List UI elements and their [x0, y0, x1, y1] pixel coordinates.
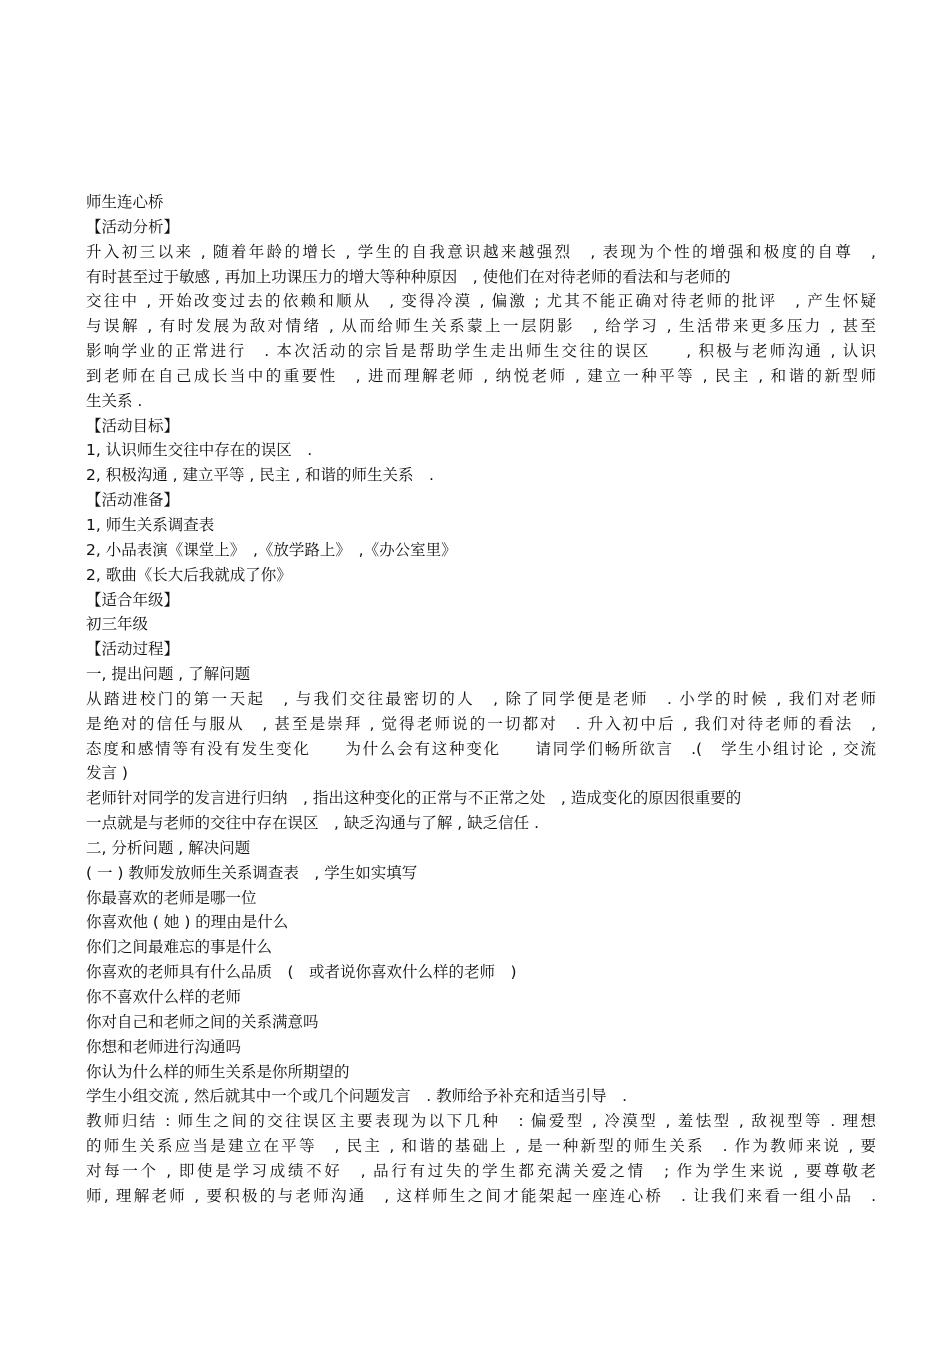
text-line: 【活动分析】: [86, 217, 180, 236]
text-line: 从踏进校门的第一天起 , 与我们交往最密切的人 , 除了同学便是老师 . 小学的时候 , 我们对老师: [86, 689, 876, 708]
text-line: 你不喜欢什么样的老师: [86, 988, 242, 1006]
text-line: 你喜欢他 ( 她 ) 的理由是什么: [86, 913, 289, 932]
text-line: 2, 小品表演《课堂上》 ,《放学路上》 ,《办公室里》: [86, 540, 457, 559]
text-line: 对每一个 , 即使是学习成绩不好 , 品行有过失的学生都充满关爱之情 ; 作为学生来说 , 要尊敬老: [86, 1161, 876, 1180]
text-line: 的师生关系应当是建立在平等 , 民主 , 和谐的基础上 , 是一种新型的师生关系 . 作为教师来说 , 要: [86, 1137, 876, 1156]
text-line: 1, 认识师生交往中存在的误区 .: [86, 441, 313, 460]
text-line: 教师归结 : 师生之间的交往误区主要表现为以下几种 : 偏爱型 , 冷漠型 , 羞怯型 , 敌视型等 . 理想: [86, 1112, 876, 1131]
text-line: 到老师在自己成长当中的重要性 , 进而理解老师 , 纳悦老师 , 建立一种平等 , 民主 , 和谐的新型师: [86, 366, 876, 385]
text-line: 态度和感情等有没有发生变化 为什么会有这种变化 请同学们畅所欲言 .( 学生小组讨论 , 交流: [86, 739, 876, 758]
text-line: 你们之间最难忘的事是什么: [86, 938, 273, 957]
text-line: 升入初三以来 , 随着年龄的增长 , 学生的自我意识越来越强烈 , 表现为个性的增强和极度的自尊 ,: [86, 242, 876, 261]
text-line: 影响学业的正常进行 . 本次活动的宗旨是帮助学生走出师生交往的误区 , 积极与老师沟通 , 认识: [86, 342, 876, 361]
text-line: 老师针对同学的发言进行归纳 , 指出这种变化的正常与不正常之处 , 造成变化的原因很重要的: [86, 789, 742, 808]
text-line: 是绝对的信任与服从 , 甚至是崇拜 , 觉得老师说的一切都对 . 升入初中后 , 我们对待老师的看法 ,: [86, 714, 876, 733]
text-line: 1, 师生关系调查表: [86, 515, 215, 534]
text-line: 学生小组交流 , 然后就其中一个或几个问题发言 . 教师给予补充和适当引导 .: [86, 1087, 628, 1106]
text-line: 【适合年级】: [86, 590, 180, 609]
text-line: 你最喜欢的老师是哪一位: [86, 888, 257, 907]
text-line: 师, 理解老师 , 要积极的与老师沟通 , 这样师生之间才能架起一座连心桥 . 让我们来看一组小品 .: [86, 1186, 876, 1205]
text-line: 你对自己和老师之间的关系满意吗: [86, 1012, 319, 1031]
text-line: 发言 ): [86, 764, 128, 783]
text-line: 【活动过程】: [86, 640, 180, 659]
text-line: 与误解 , 有时发展为敌对情绪 , 从而给师生关系蒙上一层阴影 , 给学习 , 生活带来更多压力 , 甚至: [86, 317, 876, 336]
text-line: 你想和老师进行沟通吗: [86, 1037, 242, 1056]
text-line: ( 一 ) 教师发放师生关系调查表 , 学生如实填写: [86, 863, 418, 882]
text-line: 【活动目标】: [86, 416, 180, 435]
text-line: 二, 分析问题 , 解决问题: [86, 838, 251, 857]
text-line: 生关系 .: [86, 391, 143, 410]
text-line: 2, 积极沟通 , 建立平等 , 民主 , 和谐的师生关系 .: [86, 466, 434, 485]
text-line: 交往中 , 开始改变过去的依赖和顺从 , 变得冷漠 , 偏激 ; 尤其不能正确对待老师的批评 , 产生怀疑: [86, 292, 876, 311]
text-line: 你喜欢的老师具有什么品质 ( 或者说你喜欢什么样的老师 ): [86, 963, 517, 982]
text-line: 有时甚至过于敏感 , 再加上功课压力的增大等种种原因 , 使他们在对待老师的看法和与老师的: [86, 267, 731, 286]
text-line: 初三年级: [86, 615, 149, 634]
text-line: 【活动准备】: [86, 491, 180, 510]
text-line: 你认为什么样的师生关系是你所期望的: [86, 1062, 350, 1081]
text-line: 一点就是与老师的交往中存在误区 , 缺乏沟通与了解 , 缺乏信任 .: [86, 814, 539, 833]
document-body: [86, 190, 876, 1209]
document-title: 师生连心桥: [86, 193, 164, 211]
text-line: 一, 提出问题 , 了解问题: [86, 665, 251, 684]
text-line: 2, 歌曲《长大后我就成了你》: [86, 565, 292, 584]
